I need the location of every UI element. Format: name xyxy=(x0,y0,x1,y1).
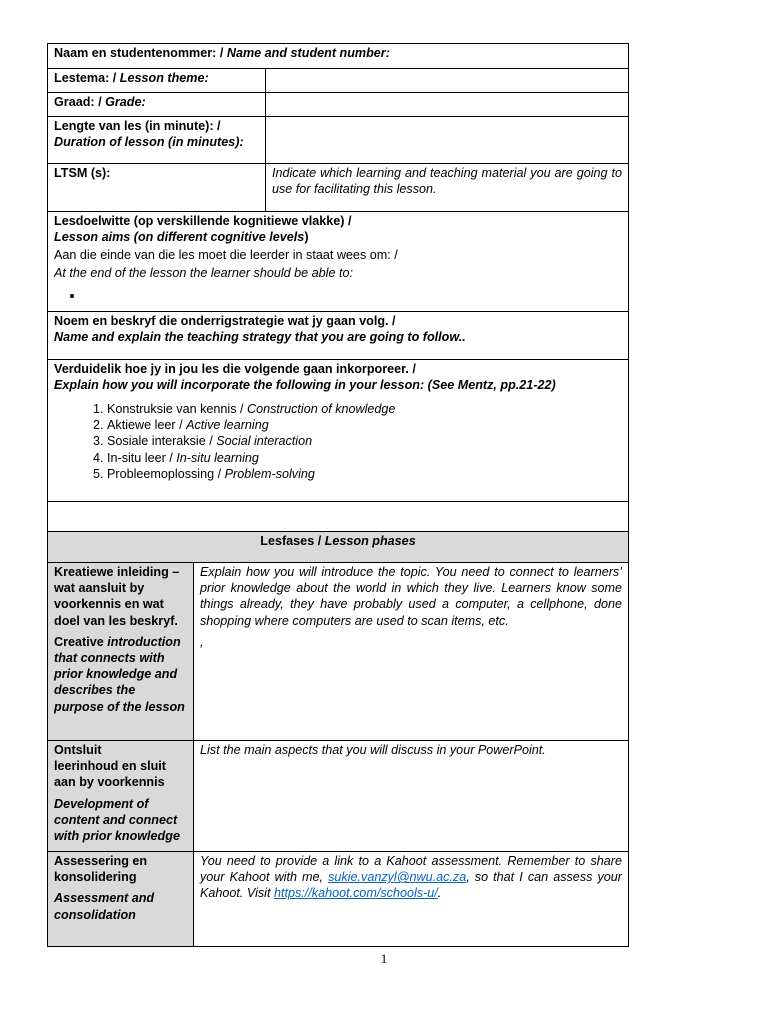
grade-label: Graad: / Grade: xyxy=(48,93,266,116)
phase-introduction-text: Explain how you will introduce the topic. You need to connect to learners’ prior knowledge about the world in which they live. Learners know some things already, they have probably used a computer, a cellphone, done shopping where computers are used to scan items, etc. xyxy=(200,565,622,628)
incorporate-cell[interactable] xyxy=(48,360,628,501)
lesson-phases-title: Lesfases / Lesson phases xyxy=(260,534,416,548)
ltsm-field[interactable]: Indicate which learning and teaching material you are going to use for facilitating this lesson. xyxy=(272,166,622,196)
teaching-strategy-section xyxy=(48,312,628,360)
list-item: 2. Aktiewe leer / Active learning xyxy=(107,417,622,433)
ltsm-label: LTSM (s): xyxy=(48,164,266,211)
lesson-phases-header xyxy=(48,532,628,563)
phase-development-text: List the main aspects that you will discuss in your PowerPoint. xyxy=(200,743,546,757)
list-item: 5. Probleemoplossing / Problem-solving xyxy=(107,466,622,482)
ltsm-row xyxy=(48,164,628,212)
blank-row xyxy=(48,502,628,532)
duration-row xyxy=(48,117,628,164)
teaching-strategy-title: Noem en beskryf die onderrigstrategie wat jy gaan volg. / xyxy=(54,314,396,328)
phase-assessment-label-af: Assessering en konsolidering xyxy=(54,854,148,885)
list-item: 4. In-situ leer / In-situ learning xyxy=(107,450,622,466)
list-item: 1. Konstruksie van kennis / Construction of knowledge xyxy=(107,401,622,417)
lesson-aims-title-en: Lesson aims (on different cognitive levels) xyxy=(54,230,309,244)
incorporate-title-en: Explain how you will incorporate the following in your lesson: (See Mentz, pp.21-22) xyxy=(54,378,556,392)
phase-introduction-extra: , xyxy=(200,634,204,649)
student-name-label: Naam en studentenommer: / Name and student number: xyxy=(54,46,390,60)
phase-introduction-label-en: Creative introduction that connects with prior knowledge and describes the purpose of the lesson xyxy=(54,634,185,714)
phase-development-label-af-1: Ontsluit xyxy=(54,743,102,757)
list-item: 3. Sosiale interaksie / Social interaction xyxy=(107,433,622,449)
kahoot-link[interactable]: https://kahoot.com/schools-u/ xyxy=(273,886,438,901)
duration-field[interactable] xyxy=(266,117,628,163)
lesson-aims-line-en: At the end of the lesson the learner should be able to: xyxy=(54,266,353,280)
lesson-aims-cell xyxy=(48,212,628,311)
phase-development-field[interactable] xyxy=(194,741,628,851)
phase-development-label-af-2: leerinhoud en sluit aan by voorkennis xyxy=(54,759,166,790)
lesson-aims-section xyxy=(48,212,628,312)
incorporate-list xyxy=(54,401,622,482)
lesson-theme-row xyxy=(48,69,628,93)
teaching-strategy-title-en: Name and explain the teaching strategy that you are going to follow.. xyxy=(54,330,466,344)
phase-development-row xyxy=(48,741,628,852)
lesson-aims-title: Lesdoelwitte (op verskillende kognitiewe vlakke) / xyxy=(54,214,352,228)
phase-development-label xyxy=(48,741,194,851)
phase-introduction-row xyxy=(48,563,628,741)
phase-assessment-label-en: Assessment and consolidation xyxy=(54,891,155,922)
lesson-theme-field[interactable] xyxy=(266,69,628,92)
lesson-details-form xyxy=(47,43,629,947)
phase-assessment-row xyxy=(48,852,628,946)
grade-row xyxy=(48,93,628,117)
phase-assessment-label xyxy=(48,852,194,946)
list-item[interactable] xyxy=(84,287,622,303)
teaching-strategy-cell[interactable] xyxy=(48,312,628,359)
page-number: 1 xyxy=(380,951,388,966)
grade-field[interactable] xyxy=(266,93,628,116)
lesson-aims-list xyxy=(54,287,622,303)
phase-development-label-en: Development of content and connect with prior knowledge xyxy=(54,796,180,844)
phase-introduction-label xyxy=(48,563,194,740)
duration-label: Lengte van les (in minute): / Duration of lesson (in minutes): xyxy=(48,117,266,163)
incorporate-title: Verduidelik hoe jy in jou les die volgende gaan inkorporeer. / xyxy=(54,362,416,376)
student-name-row xyxy=(48,44,628,69)
phase-introduction-field[interactable] xyxy=(194,563,628,740)
incorporate-section xyxy=(48,360,628,502)
blank-cell[interactable] xyxy=(48,502,628,531)
phase-introduction-label-af: Kreatiewe inleiding – wat aansluit by voorkennis en wat doel van les beskryf. xyxy=(54,565,180,628)
lesson-theme-label: Lestema: / Lesson theme: xyxy=(48,69,266,92)
email-link[interactable]: sukie.vanzyl@nwu.ac.za xyxy=(328,870,467,885)
lesson-aims-line-af: Aan die einde van die les moet die leerder in staat wees om: / xyxy=(54,248,398,262)
phase-assessment-field[interactable]: You need to provide a link to a Kahoot assessment. Remember to share your Kahoot with me, sukie.vanzyl@nwu.ac.za, so that I can assess your Kahoot. Visit https://kahoot.com/schools-u/. xyxy=(200,854,622,901)
